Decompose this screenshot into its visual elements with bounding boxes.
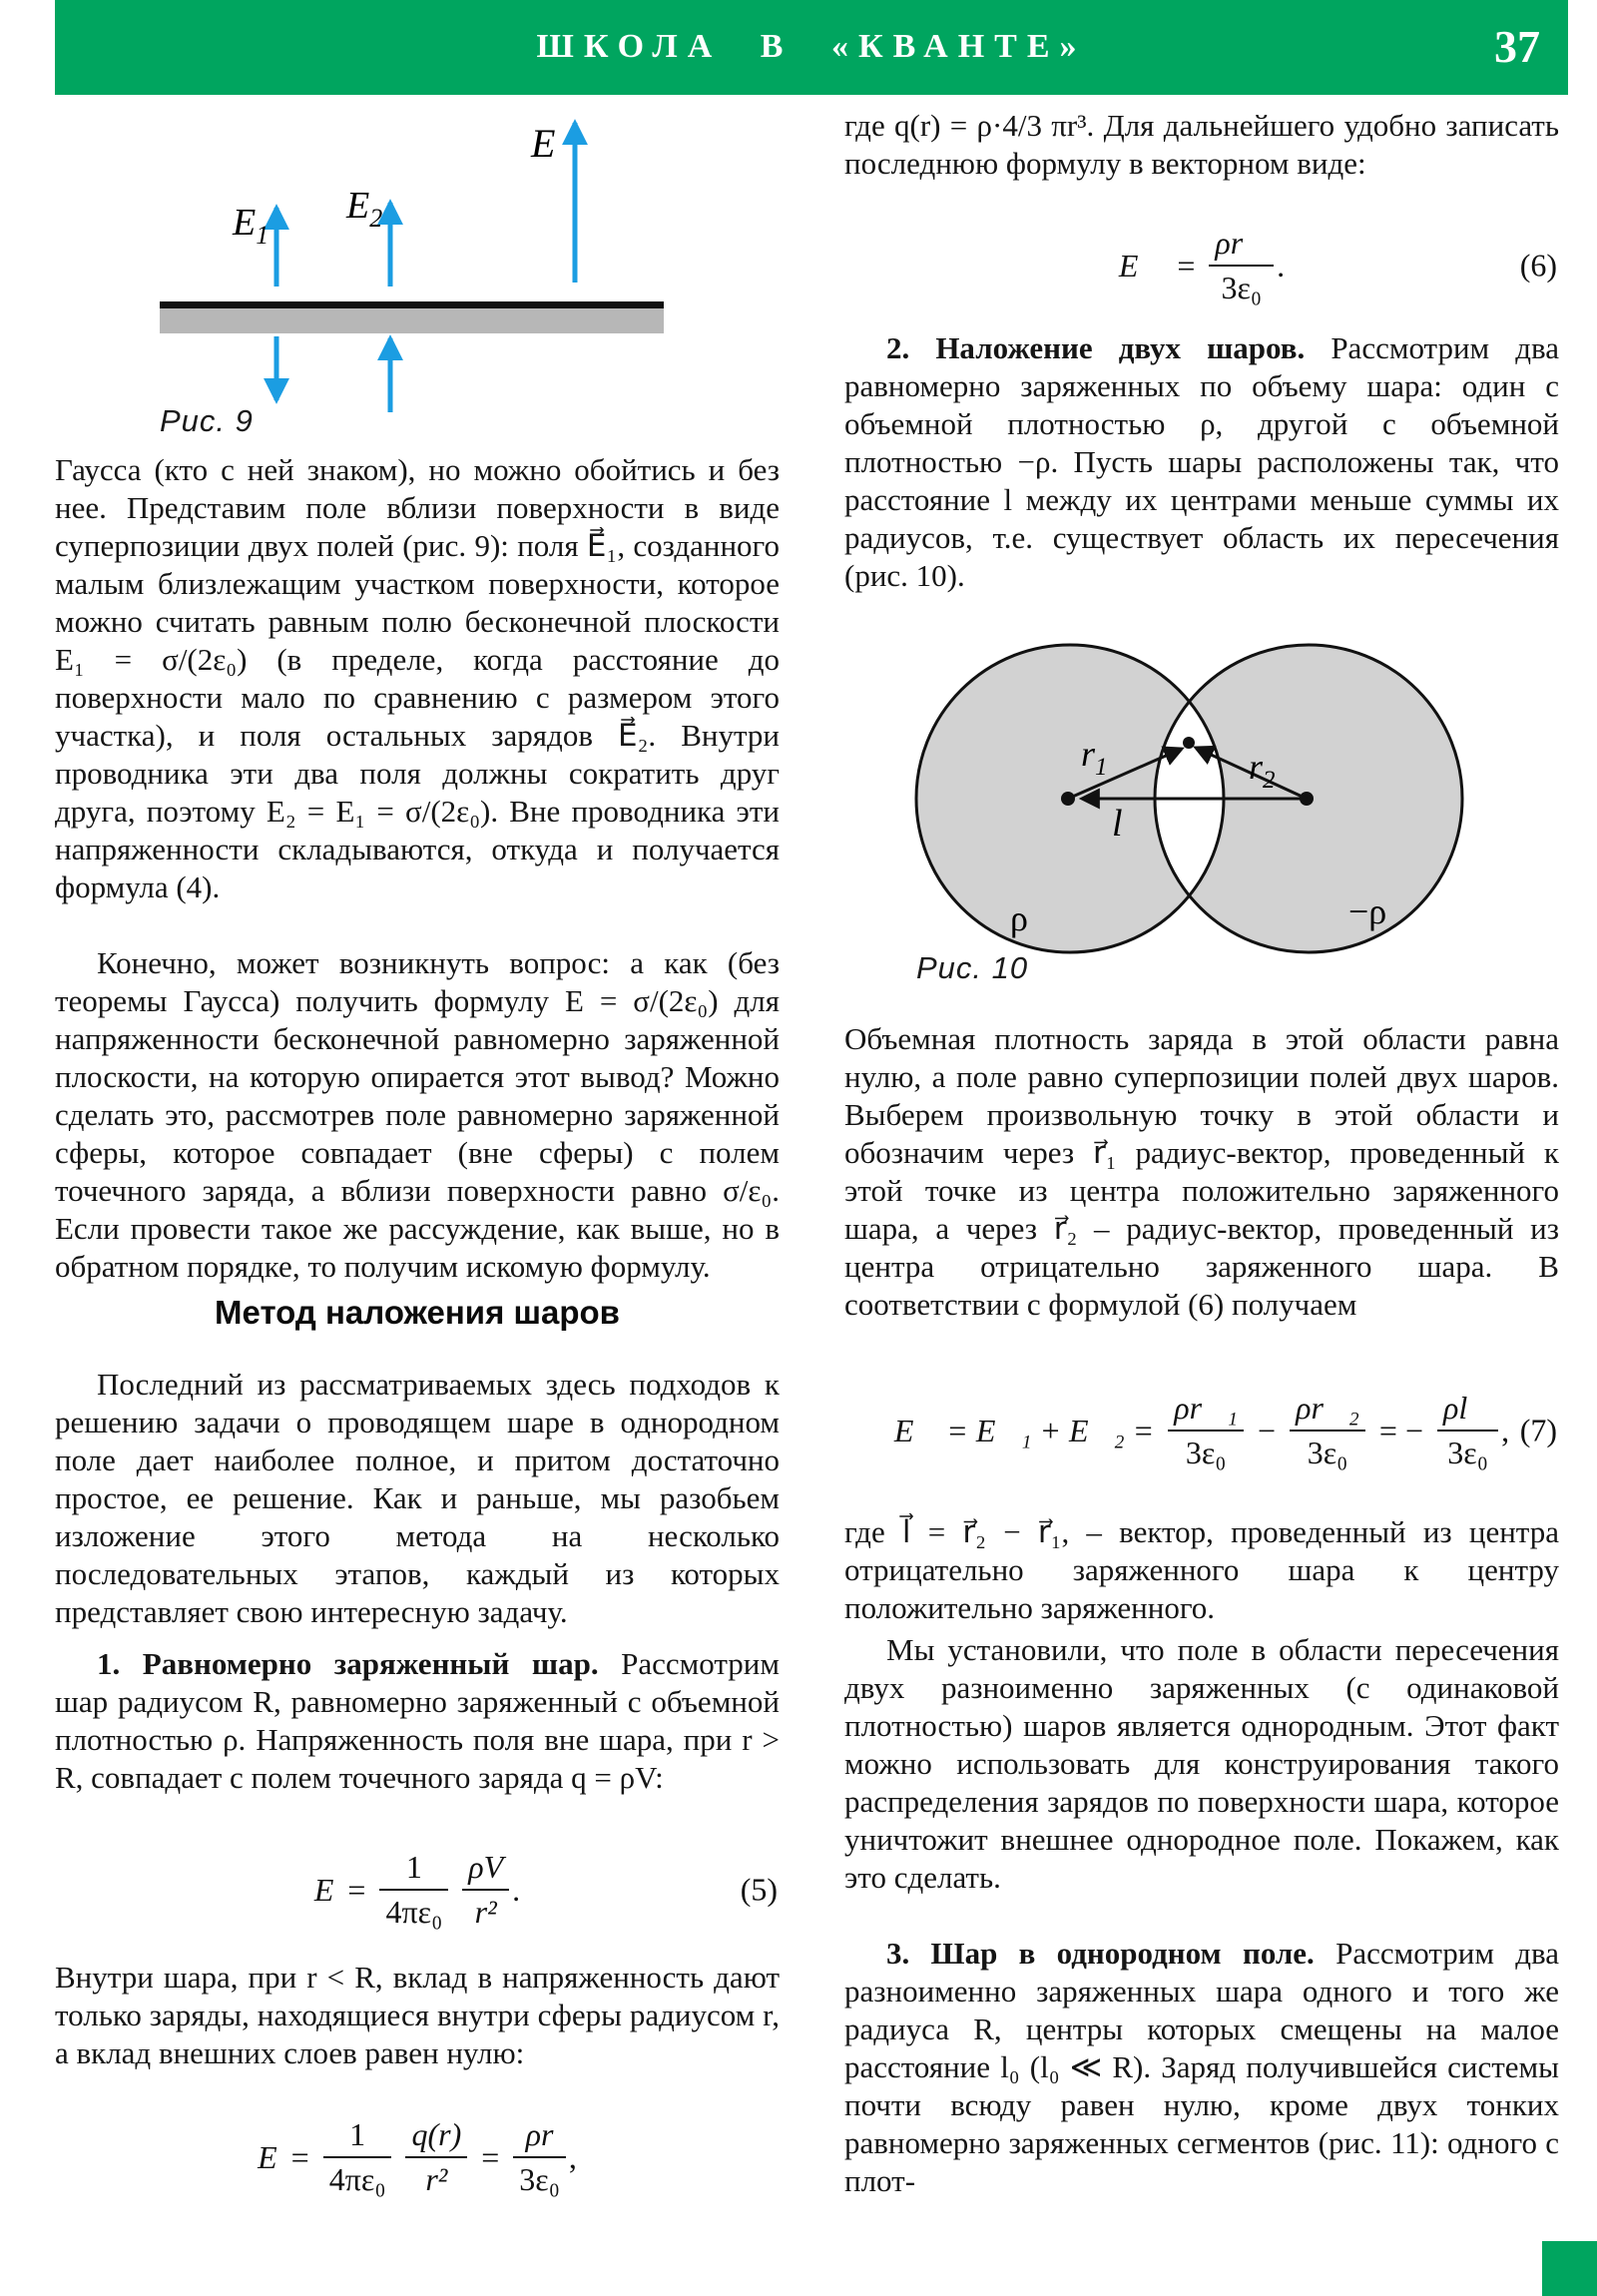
subsection-3-lead: 3. Шар в однородном поле.: [886, 1936, 1315, 1971]
fraction: $\frac{q(r)}{\text{r²}}$: [405, 2116, 467, 2198]
equation-number-6: (6): [1519, 247, 1557, 284]
fraction: $\frac{\rho r}{\text{3ε₀}}$: [513, 2116, 566, 2198]
corner-green-square: [1542, 2241, 1597, 2296]
paragraph-l-vector: где l⃗ = r⃗₂ − r⃗₁, – вектор, проведенный из центра отрицательно заряженного шара к центру положительно заряженного.: [844, 1514, 1559, 1625]
subsection-2-text: Рассмотрим два равномерно заряженных по объему шара: один с объемной плотностью ρ, другой с объемной плотностью −ρ. Пусть шары расположены так, что расстояние l между их центрами меньше суммы их радиусов, т.е. существует область их пересечения (рис. 10).: [844, 330, 1559, 593]
fraction: $\frac{\rho l⃗}{\text{3ε₀}}$: [1437, 1390, 1498, 1471]
paragraph-sphere-in-field: [844, 1935, 1559, 2200]
subsection-3-text: Рассмотрим два разноименно заряженных шара одного и того же радиуса R, центры которых смещены на малое расстояние l₀ (l₀ ≪ R). Заряд получившейся системы почти всюду равен нулю, кроме двух тонких равномерно заряженных сегментов (рис. 11): одного с плот-: [844, 1936, 1559, 2198]
label-rho: ρ: [1010, 898, 1028, 938]
figure-10: [844, 629, 1559, 973]
label-r2: $r_2$: [1249, 747, 1276, 794]
conductor-surface-line: [160, 301, 664, 308]
figure-10-caption: Рис. 10: [916, 950, 1029, 985]
paragraph-intersection-field: Объемная плотность заряда в этой области равна нулю, а поле равно суперпозиции полей двух шаров. Выберем произвольную точку в этой области и обозначим через r⃗₁ радиус-вектор, проведенный к этой точке из центра положительно заряженного шара, а через r⃗₂ – радиус-вектор, проведенный из центра отрицательно заряженного шара. В соответствии с формулой (6) получаем: [844, 1021, 1559, 1322]
formula-6: E⃗ = $\frac{\rho r⃗}{\text{3ε₀}}$ . (6): [1118, 225, 1557, 305]
label-neg-rho: −ρ: [1348, 891, 1387, 931]
figure-9-caption: Рис. 9: [160, 403, 254, 438]
paragraph-qr: где q(r) = ρ·4/3 πr³. Для дальнейшего удобно записать последнюю формулу в векторном виде:: [844, 108, 1559, 181]
observation-point-dot: [1183, 737, 1195, 749]
fraction: $\frac{\rho V}{\text{r²}}$: [462, 1849, 509, 1931]
label-r1: $r_1$: [1081, 734, 1108, 781]
label-l: l: [1112, 803, 1123, 845]
fraction: $\frac{\text{ρr⃗₁}}{\text{3ε₀}}$: [1168, 1390, 1244, 1471]
right-column: [844, 0, 1559, 2296]
fraction: $\frac{1}{\text{4πε₀}}$: [379, 1849, 448, 1931]
subsection-2-lead: 2. Наложение двух шаров.: [886, 330, 1306, 365]
label-e2: $E_2$: [346, 185, 383, 233]
fraction: $\frac{1}{\text{4πε₀}}$: [323, 2116, 392, 2198]
page-number: 37: [1494, 21, 1540, 72]
left-column: [55, 0, 780, 2296]
paragraph-question: Конечно, может возникнуть вопрос: а как (без теоремы Гаусса) получить формулу E = σ/(2ε₀) для напряженности бесконечной равномерно заряженной плоскости, на которую опирается этот вывод? Можно сделать это, рассмотрев поле равномерно заряженной сферы, которое совпадает (вне сферы) с полем точечного заряда, а вблизи поверхности равно σ/ε₀. Если провести такое же рассуждение, как выше, но в обратном порядке, то получим искомую формулу.: [55, 945, 780, 1284]
paragraph-uniform-sphere: [55, 1645, 780, 1797]
formula-inner-field: E = $\frac{1}{\text{4πε₀}}$ $\frac{q(r)}{\text{r²}}$ = $\frac{\rho r}{\text{3ε₀}}$ ,: [258, 2116, 577, 2197]
formula-5: E = $\frac{1}{\text{4πε₀}}$ $\frac{\rho V}{\text{r²}}$ . (5): [313, 1849, 778, 1930]
label-e1: $E_1$: [233, 202, 269, 250]
paragraph-homogeneous-field-fact: Мы установили, что поле в области пересечения двух разноименно заряженных (с одинаковой плотностью) шаров является однородным. Этот факт можно использовать для конструирования такого распределения зарядов по поверхности шара, которое уничтожит внешнее однородное поле. Покажем, как это сделать.: [844, 1632, 1559, 1895]
journal-section-title: ШКОЛА В «КВАНТЕ»: [536, 28, 1087, 65]
subsection-1-text: Рассмотрим шар радиусом R, равномерно заряженный с объемной плотностью ρ. Напряженность поля вне шара, при r > R, совпадает с полем точечного заряда q = ρV:: [55, 1646, 780, 1795]
figure-9: [55, 105, 780, 422]
fraction: $\frac{\text{ρr⃗₂}}{\text{3ε₀}}$: [1290, 1390, 1365, 1471]
equation-number-5: (5): [740, 1871, 778, 1908]
paragraph-inside-sphere: Внутри шара, при r < R, вклад в напряженность дают только заряды, находящиеся внутри сферы радиусом r, а вклад внешних слоев равен нулю:: [55, 1960, 780, 2070]
equation-number-7: (7): [1519, 1412, 1557, 1448]
fraction: $\frac{\rho r⃗}{\text{3ε₀}}$: [1209, 225, 1274, 306]
paragraph-two-spheres: [844, 329, 1559, 595]
paragraph-method-intro: Последний из рассматриваемых здесь подходов к решению задачи о проводящем шаре в однородном поле дает наиболее полное, и притом достаточно простое, ее решение. Как и раньше, мы разобьем изложение этого метода на несколько последовательных этапов, каждый из которых представляет свою интересную задачу.: [55, 1367, 780, 1629]
section-heading-method: Метод наложения шаров: [215, 1294, 620, 1331]
label-e: E: [531, 121, 556, 166]
paragraph-gauss-superposition: Гаусса (кто с ней знаком), но можно обойтись и без нее. Представим поле вблизи поверхности в виде суперпозиции двух полей (рис. 9): поля E⃗₁, созданного малым близлежащим участком поверхности, которое можно считать равным полю бесконечной плоскости E₁ = σ/(2ε₀) (в пределе, когда расстояние до поверхности мало по сравнению с размером этого участка), и поля остальных зарядов E⃗₂. Внутри проводника эти два поля должны сократить друг друга, поэтому E₂ = E₁ = σ/(2ε₀). Вне проводника эти напряженности складываются, откуда и получается формула (4).: [55, 452, 780, 904]
formula-7: E⃗ = E⃗₁ + E⃗₂ = $\frac{\text{ρr⃗₁}}{\text{3ε₀}}$ − $\frac{\text{ρr⃗₂}}{\text{3ε₀}}$ = − $\frac{\rho l⃗}{\text{3ε₀}}$ , (7): [893, 1390, 1557, 1470]
conductor-slab: [160, 308, 664, 333]
subsection-1-lead: 1. Равномерно заряженный шар.: [97, 1646, 599, 1681]
